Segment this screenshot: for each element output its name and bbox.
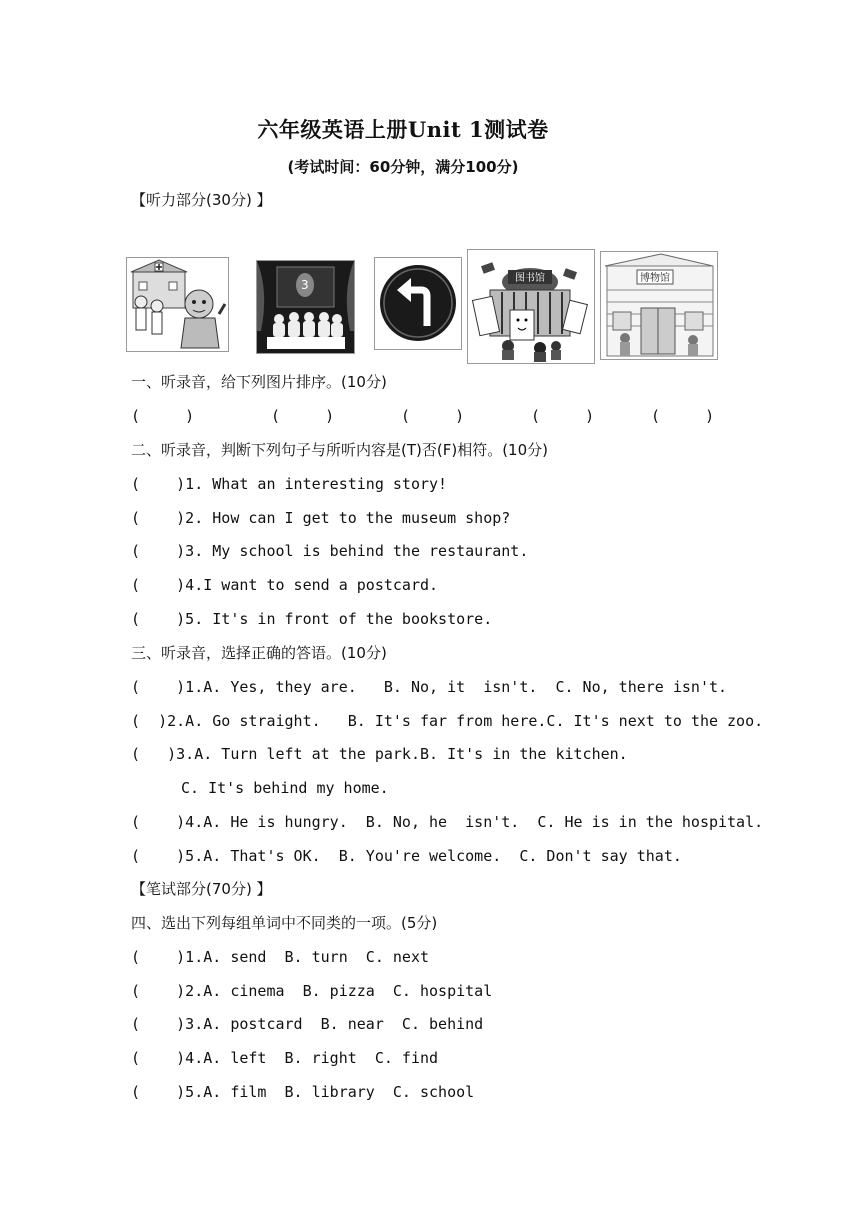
- hospital-picture: [126, 257, 229, 352]
- svg-text:3: 3: [301, 278, 309, 292]
- answer-blank-5[interactable]: ( ): [651, 407, 715, 425]
- written-header: 【笔试部分(70分) 】: [131, 880, 272, 898]
- section2-heading: 二、听录音，判断下列句子与所听内容是(T)否(F)相符。(10分): [131, 441, 548, 459]
- svg-text:图书馆: 图书馆: [515, 273, 545, 284]
- turn-left-sign-icon: [375, 258, 461, 349]
- list-item: ( )3.A. postcard B. near C. behind: [131, 1015, 484, 1033]
- list-item: ( )3. My school is behind the restaurant.: [131, 542, 529, 560]
- page-subtitle: (考试时间：60分钟，满分100分): [287, 158, 519, 176]
- list-item: ( )5.A. film B. library C. school: [131, 1083, 475, 1101]
- list-item: ( )1.A. send B. turn C. next: [131, 948, 430, 966]
- museum-building-icon: [601, 252, 717, 359]
- list-item: ( )2.A. cinema B. pizza C. hospital: [131, 982, 493, 1000]
- turn-left-sign-picture: [374, 257, 462, 350]
- hospital-doctor-nurse-icon: [127, 258, 228, 351]
- list-item: C. It's behind my home.: [181, 779, 389, 797]
- svg-text:博物馆: 博物馆: [640, 273, 670, 284]
- cinema-picture: [256, 260, 355, 354]
- answer-blank-1[interactable]: ( ): [131, 407, 195, 425]
- list-item: ( )1.A. Yes, they are. B. No, it isn't. C. No, there isn't.: [131, 678, 728, 696]
- list-item: ( )5.A. That's OK. B. You're welcome. C. Don't say that.: [131, 847, 682, 865]
- list-item: ( )1. What an interesting story!: [131, 475, 448, 493]
- section3-heading: 三、听录音，选择正确的答语。(10分): [131, 644, 387, 662]
- list-item: ( )4.I want to send a postcard.: [131, 576, 439, 594]
- answer-blank-2[interactable]: ( ): [271, 407, 335, 425]
- page-title: 六年级英语上册Unit 1测试卷: [257, 117, 549, 142]
- museum-picture: [600, 251, 718, 360]
- list-item: ( )4.A. left B. right C. find: [131, 1049, 439, 1067]
- answer-blank-3[interactable]: ( ): [401, 407, 465, 425]
- list-item: ( )4.A. He is hungry. B. No, he isn't. C. He is in the hospital.: [131, 813, 764, 831]
- section4-heading: 四、选出下列每组单词中不同类的一项。(5分): [131, 914, 438, 932]
- section1-heading: 一、听录音，给下列图片排序。(10分): [131, 373, 387, 391]
- library-building-icon: [468, 250, 594, 363]
- list-item: ( )3.A. Turn left at the park.B. It's in the kitchen.: [131, 745, 628, 763]
- cinema-audience-icon: [257, 261, 354, 353]
- answer-blank-4[interactable]: ( ): [531, 407, 595, 425]
- list-item: ( )2. How can I get to the museum shop?: [131, 509, 511, 527]
- list-item: ( )5. It's in front of the bookstore.: [131, 610, 493, 628]
- listening-header: 【听力部分(30分) 】: [131, 191, 272, 209]
- list-item: ( )2.A. Go straight. B. It's far from here.C. It's next to the zoo.: [131, 712, 764, 730]
- library-picture: [467, 249, 595, 364]
